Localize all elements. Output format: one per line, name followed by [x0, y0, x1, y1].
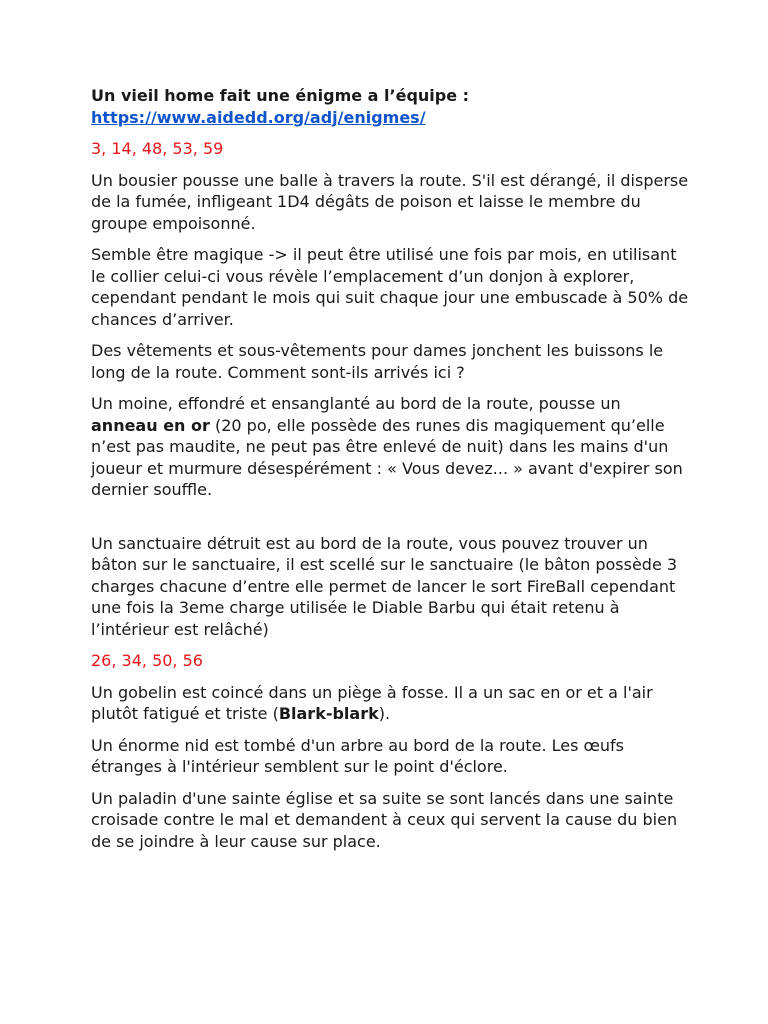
document-page	[91, 85, 691, 852]
paragraph-bousier: Un bousier pousse une balle à travers la route. S'il est dérangé, il disperse de la fumée, infligeant 1D4 dégâts de poison et laisse le membre du groupe empoisonné.	[91, 170, 689, 233]
moine-text-start: Un moine, effondré et ensanglanté au bord de la route, pousse un	[91, 394, 621, 413]
paragraph-collier: Semble être magique -> il peut être utilisé une fois par mois, en utilisant le collier celui-ci vous révèle l’emplacement d’un donjon à explorer, cependant pendant le mois qui suit chaque jour une embuscade à 50% de chances d’arriver.	[91, 245, 689, 329]
paragraph-nid: Un énorme nid est tombé d'un arbre au bord de la route. Les œufs étranges à l'intérieur semblent sur le point d'éclore.	[91, 735, 624, 776]
moine-bold-ring: anneau en or	[91, 415, 210, 435]
gobelin-bold-name: Blark-blark	[278, 704, 379, 723]
paragraph-sanctuaire: Un sanctuaire détruit est au bord de la route, vous pouvez trouver un bâton sur le sanctuaire, il est scellé sur le sanctuaire (le bâton possède 3 charges chacune d’entre elle permet de lancer le sort FireBall cependant une fois la 3eme charge utilisée le Diable Barbu qui était retenu à l’intérieur est relâché)	[91, 533, 678, 639]
gobelin-text-start: Un gobelin est coincé dans un piège à fosse. Il a un sac en or et a l'air plutôt fatigué et triste (	[91, 682, 653, 723]
enigmes-link[interactable]: https://www.aidedd.org/adj/enigmes/	[91, 107, 426, 127]
paragraph-vetements: Des vêtements et sous-vêtements pour dames jonchent les buissons le long de la route. Comment sont-ils arrivés ici ?	[91, 341, 664, 382]
moine-text-end: (20 po, elle possède des runes dis magiquement qu’elle n’est pas maudite, ne peut pas être enlevé de nuit) dans les mains d'un joueur et murmure désespérément : « Vous devez... » avant d'expirer son dernier souffle.	[91, 415, 683, 499]
paragraph-gobelin	[91, 682, 691, 725]
gobelin-text-end: ).	[378, 704, 391, 723]
numbers-list-2: 26, 34, 50, 56	[91, 651, 203, 670]
numbers-list-1: 3, 14, 48, 53, 59	[91, 139, 224, 158]
paragraph-moine	[91, 393, 691, 501]
paragraph-paladin: Un paladin d'une sainte église et sa suite se sont lancés dans une sainte croisade contre le mal et demandent à ceux qui servent la cause du bien de se joindre à leur cause sur place.	[91, 788, 678, 851]
document-title: Un vieil home fait une énigme a l’équipe :	[91, 86, 470, 105]
